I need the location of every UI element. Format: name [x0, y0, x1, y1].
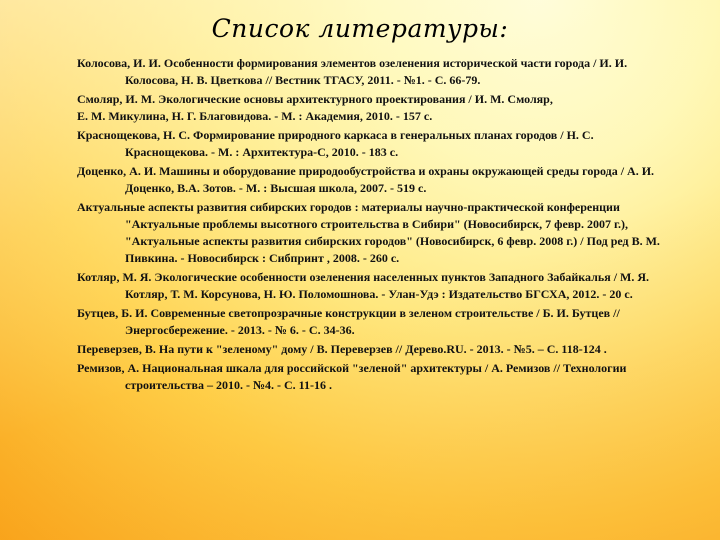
reference-list — [77, 55, 677, 396]
reference-item: Доценко, А. И. Машины и оборудование природообустройства и охраны окружающей среды города / А. И. Доценко, В.А. Зотов. - М. : Высшая школа, 2007. - 519 с. — [77, 164, 655, 195]
reference-item: Краснощекова, Н. С. Формирование природного каркаса в генеральных планах городов / Н. С. Краснощекова. - М. : Архитектура-С, 2010. - 183 с. — [77, 128, 594, 159]
reference-item: Колосова, И. И. Особенности формирования элементов озеленения исторической части города / И. И. Колосова, Н. В. Цветкова // Вестник ТГАСУ, 2011. - №1. - С. 66-79. — [77, 56, 628, 87]
reference-item: Переверзев, В. На пути к "зеленому" дому / В. Переверзев // Дерево.RU. - 2013. - №5. – С. 118-124 . — [77, 342, 607, 356]
reference-item: Смоляр, И. М. Экологические основы архитектурного проектирования / И. М. Смоляр, — [77, 92, 553, 106]
reference-item: Актуальные аспекты развития сибирских городов : материалы научно-практической конференции "Актуальные проблемы высотного строительства в Сибири" (Новосибирск, 7 февр. 2007 г.), "Актуальные аспекты развития сибирских городов" (Новосибирск, 6 февр. 2008 г.) / Под ред В. М. Пивкина. - Новосибирск : Сибпринт , 2008. - 260 с. — [77, 200, 660, 265]
slide-title: Список литературы: — [211, 14, 509, 43]
reference-item: Е. М. Микулина, Н. Г. Благовидова. - М. : Академия, 2010. - 157 с. — [77, 109, 433, 123]
reference-item: Ремизов, А. Национальная шкала для российской "зеленой" архитектуры / А. Ремизов // Технологии строительства – 2010. - №4. - С. 11-16 . — [77, 361, 627, 392]
reference-item: Котляр, М. Я. Экологические особенности озеленения населенных пунктов Западного Забайкалья / М. Я. Котляр, Т. М. Корсунова, Н. Ю. Поломошнова. - Улан-Удэ : Издательство БГСХА, 2012. - 20 с. — [77, 270, 650, 301]
reference-item: Бутцев, Б. И. Современные светопрозрачные конструкции в зеленом строительстве / Б. И. Бутцев // Энергосбережение. - 2013. - № 6. - С. 34-36. — [77, 306, 620, 337]
